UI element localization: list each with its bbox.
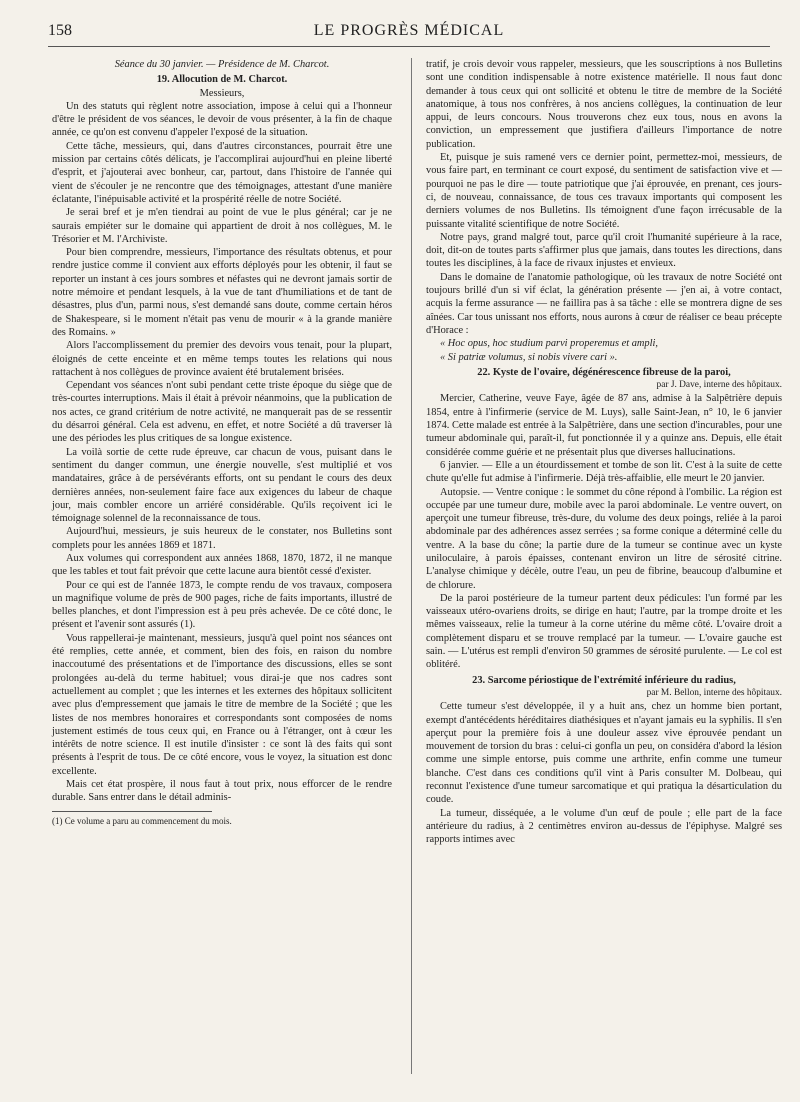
paragraph: De la paroi postérieure de la tumeur partent deux pédicules: l'un formé par les vaisseaux utéro-ovariens droits, se dirige en haut; l'autre, par la trompe droite et les mêmes vaisseaux, relie la tumeur à la corne utérine du même côté. L'ovaire droit a complètement disparu et se trouve remplacé par la tumeur. — L'ovaire gauche est sain. — L'utérus est rempli d'environ 50 grammes de sérosité purulente. — Le col est oblitéré. [426,592,782,671]
paragraph: Un des statuts qui règlent notre association, impose à celui qui a l'honneur d'être le président de vos séances, le devoir de vous présenter, à la fin de chaque année, ce qu'on est convenu d'appeler l'exposé de la situation. [52,100,392,139]
paragraph: Et, puisque je suis ramené vers ce dernier point, permettez-moi, messieurs, de vous faire part, en terminant ce court exposé, du sentiment de satisfaction vive et — pourquoi ne pas le dire — toute patriotique que j'ai éprouvée, en prenant, ces jours-ci, de nouveau, connaissance, de tous ces travaux importants qui composent les derniers volumes de nos Bulletins. Ils témoignent d'une façon irrécusable de la puissante vitalité scientifique de notre Société. [426,152,782,230]
session-line: Séance du 30 janvier. — Présidence de M. Charcot. [114,59,330,70]
paragraph: La voilà sortie de cette rude épreuve, car chacun de vous, puisant dans le sentiment du danger commun, une énergie nouvelle, s'est multiplié et vos mandataires, grâce à de persévérants efforts, ont su pendant le cours des deux dernières années, non-seulement faire face aux exigences du labeur de chaque jour, mais combler encore un arriéré considérable. Qu'ils reçoivent ici le témoignage solennel de la reconnaissance de tous. [52,446,392,525]
paragraph: Mais cet état prospère, il nous faut à tout prix, nous efforcer de le rendre durable. Sans entrer dans le détail adminis- [52,779,392,804]
paragraph: La tumeur, disséquée, a le volume d'un œuf de poule ; elle part de la face antérieure du radius, à 2 centimètres environ au-dessus de l'épiphyse. Malgré ses rapports intimes avec [426,807,782,846]
paragraph: Notre pays, grand malgré tout, parce qu'il croit l'humanité supérieure à la race, doit, dit-on de toutes parts s'affirmer plus que jamais, dans toutes les directions, dans toutes les disciplines, à la face de rivaux injustes et envieux. [426,231,782,270]
paragraph: Vous rappellerai-je maintenant, messieurs, jusqu'à quel point nos séances ont été remplies, cette année, et comment, bien des fois, en raison du nombre inaccoutumé des présentations et de l'importance des discussions, elles se sont prolongées au-delà du terme habituel; vous dirai-je que nos cadres sont actuellement au complet ; que les internes et les externes des hôpitaux sollicitent avec plus d'empressement que jamais le titre de membre de la Société ; que les listes de nos membres honoraires et correspondants sont composées de noms justement estimés de tous ceux qui, en France ou à l'étranger, ont à cœur les intérêts de notre science. Il est inutile d'insister : ce sont là des faits qui sont présents à l'esprit de tous. De ce côté encore, vous le voyez, la situation est donc excellente. [52,632,392,777]
latin-quote: « Si patriæ volumus, si nobis vivere cari ». [440,351,618,363]
section-heading: 22. Kyste de l'ovaire, dégénérescence fibreuse de la paroi, [477,366,731,378]
column-divider [411,58,412,1074]
paragraph: Alors l'accomplissement du premier des devoirs vous tenait, pour la plupart, éloignés de cette enceinte et en même temps toutes les relations qui nous rattachent à nos collègues de province avaient été brutalement brisées. [52,340,392,378]
paragraph: Pour ce qui est de l'année 1873, le compte rendu de vos travaux, composera un magnifique volume de près de 900 pages, riche de faits importants, illustré de belles planches, et dont l'impression est à peu près achevée. De ce côté donc, le présent et l'avenir sont assurés (1). [52,579,392,631]
paragraph: Mercier, Catherine, veuve Faye, âgée de 87 ans, admise à la Salpêtrière depuis 1854, entre à l'infirmerie (service de M. Luys), salle Saint-Jean, n° 10, le 6 janvier 1874. Cette malade est entrée à la Salpêtrière, dans une section d'incurables, pour une tumeur abdominale qui, paraît-il, fut ponctionnée il y a quinze ans. Depuis, elle était considérée comme guérie et ne présentait plus que diverses hallucinations. [426,393,782,458]
paragraph: Aux volumes qui correspondent aux années 1868, 1870, 1872, il ne manque que les tables et tout fait prévoir que cette lacune aura bientôt cessé d'exister. [52,552,392,578]
latin-quote: « Hoc opus, hoc studium parvi properemus et ampli, [440,338,658,350]
journal-title: LE PROGRÈS MÉDICAL [313,22,505,39]
paragraph: Aujourd'hui, messieurs, je suis heureux de le constater, nos Bulletins sont complets pour les années 1869 et 1871. [52,526,392,551]
section-heading: 19. Allocution de M. Charcot. [156,74,288,86]
salutation: Messieurs, [199,87,245,99]
paragraph: Cependant vos séances n'ont subi pendant cette triste époque du siège que de très-courtes interruptions. Mais il était à prévoir néanmoins, que la publication de nos actes, ce grand critérium de notre activité, ne manquerait pas de se ressentir du désarroi général. Cela est advenu, en effet, et notre Société a dû traverser là une des périodes les plus critiques de sa longue existence. [52,380,392,445]
paragraph: Autopsie. — Ventre conique : le sommet du cône répond à l'ombilic. La région est occupée par une tumeur dure, mobile avec la paroi abdominale. Le ventre ouvert, on aperçoit une tumeur fibreuse, très-dure, du volume des deux poings, reliée à la paroi abdominale par des adhérences assez serrées ; sa forme conique a déterminé celle du ventre. A la base du cône; la partie dure de la tumeur se continue avec un kyste uniloculaire, à parois épaisses, contenant environ un litre de sérosité citrine. L'analyse chimique y décèle, outre l'eau, un peu de fibrine, beaucoup d'albumine et de chlorure. [426,486,782,591]
paragraph: Je serai bref et je m'en tiendrai au point de vue le plus général; car je ne saurais empiéter sur le domaine qui appartient de droit à nos collègues, M. le Trésorier et M. l'Archiviste. [52,207,392,245]
paragraph: Dans le domaine de l'anatomie pathologique, où les travaux de notre Société ont toujours brillé d'un si vif éclat, la génération présente — j'en ai, à votre contact, acquis la ferme assurance — ne faillira pas à sa tâche : elle se montrera digne de ses aînées. Car tous unissant nos efforts, nous aurons à cœur de réaliser ce beau précepte d'Horace : [426,271,782,336]
section-heading: 23. Sarcome périostique de l'extrémité inférieure du radius, [472,674,736,686]
footnote-rule [52,811,212,812]
paragraph: Cette tumeur s'est développée, il y a huit ans, chez un homme bien portant, exempt d'antécédents héréditaires diathésiques et n'ayant jamais eu la syphilis. Il s'en aperçut pour la première fois à une douleur assez vive éprouvée pendant un mouvement de torsion du bras : celui-ci gonfla un peu, on considéra d'abord la lésion comme une simple entorse, puis comme une arthrite, enfin comme une tumeur blanche. C'est dans ces conditions qu'il vint à Paris consulter M. Dolbeau, qui reconnut l'existence d'une tumeur sarcomatique et qui pratiqua la désarticulation du coude. [426,701,782,806]
page-number: 158 [48,22,72,39]
paragraph: tratif, je crois devoir vous rappeler, messieurs, que les souscriptions à nos Bulletins sont une condition indispensable à notre existence matérielle. Il nous faut donc demander à tous ceux qui ont sollicité et obtenu le titre de membre de la Société anatomique, à tous nos confrères, à nos anciens collègues, la continuation de leur appui, de leurs concours. Nous trouverons chez eux tous, nous en avons la conviction, un empressement que justifiera d'ailleurs l'importance de notre publication. [426,59,782,150]
author-line: par J. Dave, interne des hôpitaux. [656,380,782,391]
left-column [52,58,392,828]
right-column [426,58,782,847]
paragraph: Cette tâche, messieurs, qui, dans d'autres circonstances, pourrait être une mission par certains côtés délicats, je l'accomplirai aujourd'hui en pleine liberté d'esprit, et j'ajouterai avec bonheur, car, partout, dans l'histoire de l'année qui vient de s'écouler je ne rencontre que des témoignages, attestant d'une manière éclatante, l'inépuisable activité et la prospérité réelle de notre Société. [52,140,392,205]
author-line: par M. Bellon, interne des hôpitaux. [646,687,782,698]
running-header [48,20,770,47]
paragraph: 6 janvier. — Elle a un étourdissement et tombe de son lit. C'est à la suite de cette chute qu'elle fut admise à l'infirmerie. Déjà très-affaiblie, elle meurt le 20 janvier. [426,459,782,485]
paragraph: Pour bien comprendre, messieurs, l'importance des résultats obtenus, et pour rendre justice comme il convient aux efforts déployés pour les obtenir, il faut se reporter un instant à ces jours sombres et néfastes qui ne devront jamais sortir de notre mémoire et pendant lesquels, à la vue de tant d'humiliations et de tant de désastres, plus d'un, parmi nous, s'est demandé sans doute, comme certain héros de Shakespeare, si le moment n'était pas venu de mourir « à la grande manière des Romains. » [52,247,392,338]
footnote: (1) Ce volume a paru au commencement du mois. [52,815,232,826]
